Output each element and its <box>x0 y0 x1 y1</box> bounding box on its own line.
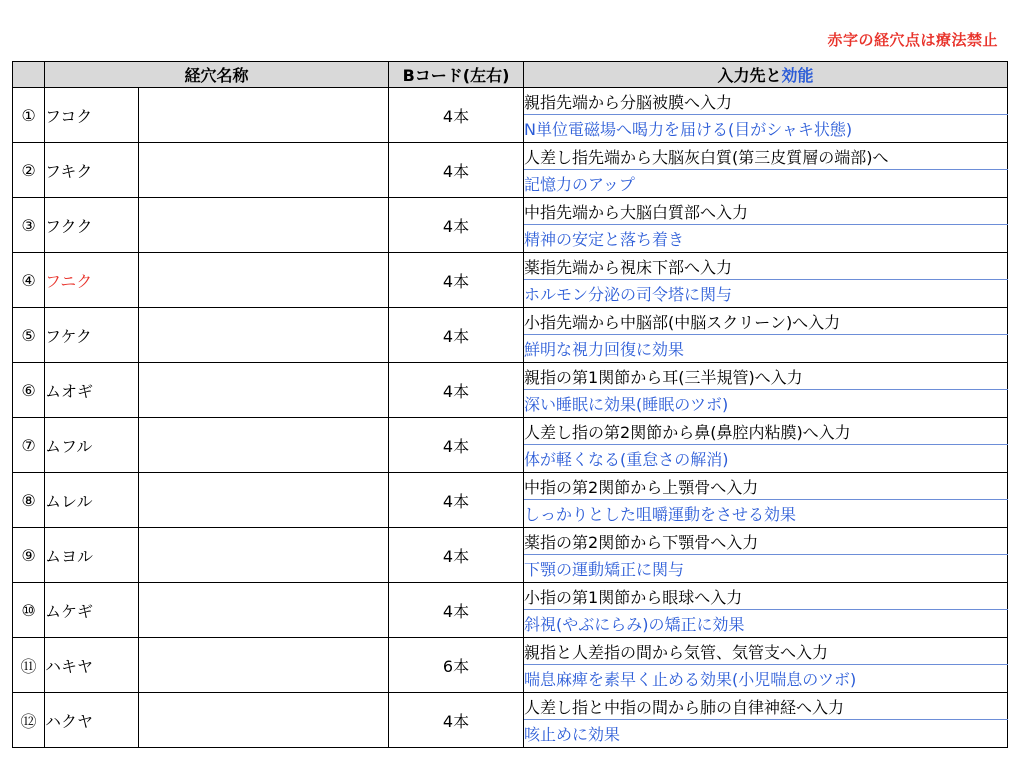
input-target: 中指先端から大脳白質部へ入力 <box>524 198 1008 225</box>
b-code: 4本 <box>389 528 524 583</box>
header-name: 経穴名称 <box>45 62 389 88</box>
acupoint-name: ムフル <box>45 418 139 473</box>
header-effect-prefix: 入力先と <box>717 66 782 85</box>
input-target: 人差し指先端から大脳灰白質(第三皮質層の端部)へ <box>524 143 1008 170</box>
table-row <box>13 253 1008 280</box>
b-code: 4本 <box>389 693 524 748</box>
row-number: ⑪ <box>13 638 45 693</box>
input-target: 人差し指と中指の間から肺の自律神経へ入力 <box>524 693 1008 720</box>
acupoint-name: ハキヤ <box>45 638 139 693</box>
effect-text: ホルモン分泌の司令塔に関与 <box>524 280 1008 308</box>
row-number: ⑦ <box>13 418 45 473</box>
acupoint-name: フキク <box>45 143 139 198</box>
input-target: 薬指の第2関節から下顎骨へ入力 <box>524 528 1008 555</box>
effect-text: 深い睡眠に効果(睡眠のツボ) <box>524 390 1008 418</box>
effect-text: 咳止めに効果 <box>524 720 1008 748</box>
b-code: 4本 <box>389 418 524 473</box>
input-target: 親指先端から分脳被膜へ入力 <box>524 88 1008 115</box>
table-row <box>13 143 1008 170</box>
b-code: 4本 <box>389 198 524 253</box>
acupoint-name: フコク <box>45 88 139 143</box>
effect-text: 喘息麻痺を素早く止める効果(小児喘息のツボ) <box>524 665 1008 693</box>
acupoint-name: ムレル <box>45 473 139 528</box>
table-row <box>13 418 1008 445</box>
acupoint-blank <box>139 418 389 473</box>
input-target: 人差し指の第2関節から鼻(鼻腔内粘膜)へ入力 <box>524 418 1008 445</box>
acupoint-blank <box>139 638 389 693</box>
table-row <box>13 363 1008 390</box>
effect-text: 精神の安定と落ち着き <box>524 225 1008 253</box>
row-number: ⑧ <box>13 473 45 528</box>
input-target: 薬指先端から視床下部へ入力 <box>524 253 1008 280</box>
input-target: 親指と人差指の間から気管、気管支へ入力 <box>524 638 1008 665</box>
acupoint-name: ハクヤ <box>45 693 139 748</box>
prohibition-note: 赤字の経穴点は療法禁止 <box>827 31 998 49</box>
acupoint-blank <box>139 363 389 418</box>
acupoint-blank <box>139 308 389 363</box>
table-row <box>13 583 1008 610</box>
row-number: ② <box>13 143 45 198</box>
header-effect <box>524 62 1008 88</box>
acupoint-name: ムケギ <box>45 583 139 638</box>
b-code: 4本 <box>389 253 524 308</box>
b-code: 4本 <box>389 88 524 143</box>
b-code: 4本 <box>389 143 524 198</box>
acupoint-name: フニク <box>45 253 139 308</box>
acupoint-blank <box>139 583 389 638</box>
b-code: 6本 <box>389 638 524 693</box>
header-code: Bコード(左右) <box>389 62 524 88</box>
b-code: 4本 <box>389 473 524 528</box>
input-target: 小指の第1関節から眼球へ入力 <box>524 583 1008 610</box>
acupoint-blank <box>139 198 389 253</box>
row-number: ③ <box>13 198 45 253</box>
row-number: ⑤ <box>13 308 45 363</box>
effect-text: N単位電磁場へ喝力を届ける(目がシャキ状態) <box>524 115 1008 143</box>
row-number: ⑩ <box>13 583 45 638</box>
b-code: 4本 <box>389 308 524 363</box>
acupoint-name: フケク <box>45 308 139 363</box>
row-number: ⑫ <box>13 693 45 748</box>
effect-text: 体が軽くなる(重怠さの解消) <box>524 445 1008 473</box>
header-effect-suffix: 効能 <box>781 66 814 85</box>
table-row <box>13 528 1008 555</box>
acupoint-blank <box>139 143 389 198</box>
input-target: 中指の第2関節から上顎骨へ入力 <box>524 473 1008 500</box>
acupoint-name: ムヨル <box>45 528 139 583</box>
effect-text: しっかりとした咀嚼運動をさせる効果 <box>524 500 1008 528</box>
acupoint-blank <box>139 473 389 528</box>
effect-text: 下顎の運動矯正に関与 <box>524 555 1008 583</box>
table-row <box>13 693 1008 720</box>
acupoint-name: フクク <box>45 198 139 253</box>
effect-text: 鮮明な視力回復に効果 <box>524 335 1008 363</box>
table-row <box>13 88 1008 115</box>
effect-text: 記憶力のアップ <box>524 170 1008 198</box>
acupoint-blank <box>139 88 389 143</box>
acupoint-blank <box>139 528 389 583</box>
acupoint-table <box>12 61 1008 748</box>
input-target: 小指先端から中脳部(中脳スクリーン)へ入力 <box>524 308 1008 335</box>
table-row <box>13 638 1008 665</box>
acupoint-name: ムオギ <box>45 363 139 418</box>
row-number: ④ <box>13 253 45 308</box>
b-code: 4本 <box>389 363 524 418</box>
table-row <box>13 308 1008 335</box>
effect-text: 斜視(やぶにらみ)の矯正に効果 <box>524 610 1008 638</box>
row-number: ⑨ <box>13 528 45 583</box>
acupoint-blank <box>139 693 389 748</box>
table-row <box>13 473 1008 500</box>
b-code: 4本 <box>389 583 524 638</box>
header-blank <box>13 62 45 88</box>
input-target: 親指の第1関節から耳(三半規管)へ入力 <box>524 363 1008 390</box>
row-number: ⑥ <box>13 363 45 418</box>
table-header-row <box>13 62 1008 88</box>
table-row <box>13 198 1008 225</box>
acupoint-blank <box>139 253 389 308</box>
row-number: ① <box>13 88 45 143</box>
